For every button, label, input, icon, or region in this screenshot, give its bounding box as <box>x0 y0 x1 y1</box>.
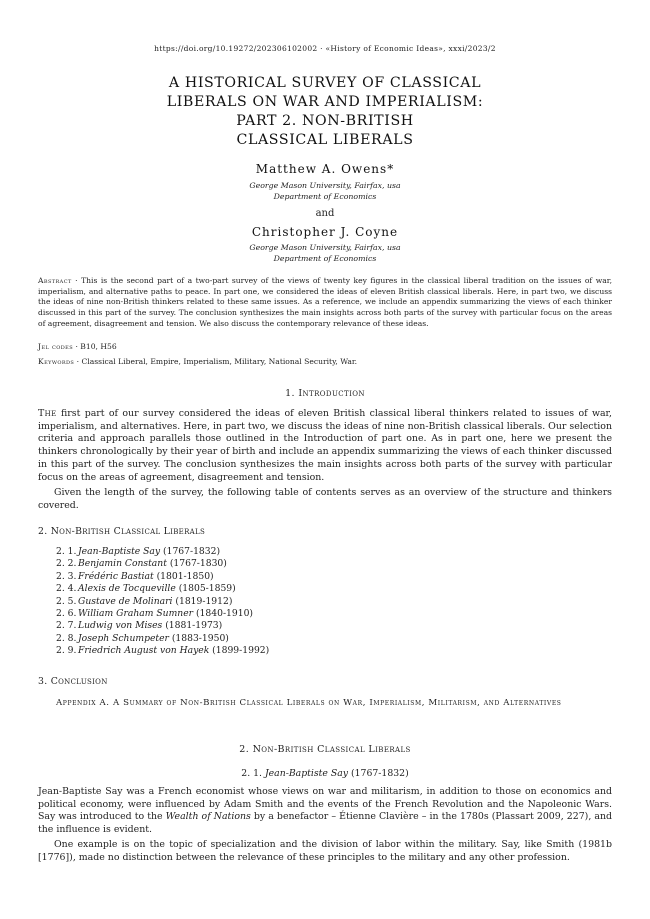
toc-number: 2. 2. <box>56 558 77 570</box>
paragraph <box>38 408 612 484</box>
toc-number: 2. 6. <box>56 608 77 620</box>
abstract-text: · This is the second part of a two-part survey of the views of twenty key figures in the classical liberal tradition on the issues of war, imperialism, and alternative paths to peace. In part one, we considered the ideas of eleven British classical liberals. Here, in part two, we discuss the ideas of nine non-British thinkers related to these same issues. As a reference, we include an appendix summarizing the views of each thinker discussed in this part of the survey. The conclusion synthesizes the main insights across both parts of the survey with particular focus on the areas of agreement, disagreement and tension. We also discuss the contemporary relevance of these ideas. <box>38 276 612 328</box>
toc-number: 2. 5. <box>56 595 77 607</box>
toc-name: Benjamin Constant <box>78 558 167 570</box>
toc-item <box>56 546 269 558</box>
keywords-label: Keywords <box>38 357 75 366</box>
toc-years: (1805-1859) <box>175 583 236 595</box>
subsection-years: (1767-1832) <box>348 768 409 779</box>
toc-name: Jean-Baptiste Say <box>78 546 161 557</box>
toc-appendix: Appendix A. A Summary of Non-British Classical Liberals on War, Imperialism, Militarism, and Alternatives <box>56 698 562 708</box>
paragraph: One example is on the topic of specialization and the division of labor within the military. Say, like Smith (1981b [1776]), made no distinction between the relevance of these principles to the military and any other profession. <box>38 839 612 863</box>
toc-years: (1767-1832) <box>160 546 221 557</box>
toc-item <box>56 620 269 632</box>
paragraph: Given the length of the survey, the following table of contents serves as an overview of the structure and thinkers covered. <box>38 487 612 511</box>
section-heading: 2. Non-British Classical Liberals <box>239 744 411 755</box>
title-line: CLASSICAL LIBERALS <box>236 132 414 148</box>
subsection-heading <box>0 768 650 779</box>
subsection-name: Jean-Baptiste Say <box>264 768 349 779</box>
toc-years: (1801-1850) <box>153 570 214 582</box>
toc-conclusion: 3. Conclusion <box>38 676 108 687</box>
title-line: LIBERALS ON WAR AND IMPERIALISM: <box>166 94 484 110</box>
toc-item <box>56 645 269 657</box>
toc-item <box>56 596 269 608</box>
toc-name: Frédéric Bastiat <box>78 570 154 582</box>
keywords-text: · Classical Liberal, Empire, Imperialism, Military, National Security, War. <box>74 357 358 366</box>
toc-number: 2. 1. <box>56 546 77 557</box>
toc-years: (1767-1830) <box>166 558 227 570</box>
toc-number: 2. 8. <box>56 632 77 644</box>
jel-label: Jel codes <box>38 342 74 351</box>
author-name: Matthew A. Owens* <box>255 162 395 176</box>
toc-item <box>56 583 269 595</box>
affiliation-department: Department of Economics <box>273 192 377 201</box>
toc-name: Alexis de Tocqueville <box>78 583 176 595</box>
toc-years: (1819-1912) <box>172 595 233 607</box>
toc-heading: 2. Non-British Classical Liberals <box>38 526 206 537</box>
keywords <box>38 357 612 367</box>
toc-item <box>56 633 269 645</box>
toc-name: Gustave de Molinari <box>78 595 173 607</box>
toc-number: 2. 4. <box>56 583 77 595</box>
author-affiliation <box>0 242 650 264</box>
paragraph-text: Jean-Baptiste Say was a French economist whose views on war and militarism, in addition to those on economics and political economy, were influenced by Adam Smith and the events of the French Revolution and the Napoleonic Wars. Say was introduced to the <box>38 786 612 823</box>
jel-codes <box>38 342 612 352</box>
section-heading: 1. Introduction <box>285 388 365 399</box>
author-separator: and <box>315 208 335 219</box>
abstract <box>38 276 612 330</box>
author-name: Christopher J. Coyne <box>251 225 399 239</box>
paper-title <box>90 74 560 150</box>
paragraph-initial: The <box>38 408 57 419</box>
toc-years: (1883-1950) <box>168 632 229 644</box>
title-line: A HISTORICAL SURVEY OF CLASSICAL <box>168 75 482 91</box>
toc-item <box>56 571 269 583</box>
toc-years: (1881-1973) <box>162 620 223 632</box>
affiliation-university: George Mason University, Fairfax, usa <box>249 243 401 252</box>
book-title: Wealth of Nations <box>165 811 251 823</box>
paragraph <box>38 786 612 837</box>
jel-text: · B10, H56 <box>73 342 117 351</box>
paragraph-text: by a benefactor – Étienne Clavière – in the 1780s (Plassart 2009, 227), and the influence is evident. <box>38 811 613 836</box>
abstract-label: Abstract <box>38 276 72 285</box>
affiliation-department: Department of Economics <box>273 254 377 263</box>
toc-name: Joseph Schumpeter <box>78 632 169 644</box>
toc-name: Friedrich August von Hayek <box>78 645 210 657</box>
running-header: https://doi.org/10.19272/202306102002 · «History of Economic Ideas», xxxi/2023/2 <box>154 44 496 53</box>
toc-name: William Graham Sumner <box>78 608 194 620</box>
toc-number: 2. 9. <box>56 645 77 657</box>
toc-item <box>56 558 269 570</box>
paragraph-text: first part of our survey considered the ideas of eleven British classical liberal thinkers related to issues of war, imperialism, and alternatives. Here, in part two, we discuss the ideas of nine non-British classical liberals. Our selection criteria and approach parallels those outlined in the Introduction of part one. As in part one, here we present the thinkers chronologically by their year of birth and include an appendix summarizing the views of each thinker discussed in this part of the survey. The conclusion synthesizes the main insights across both parts of the survey with particular focus on the areas of agreement, disagreement and tension. <box>38 408 613 483</box>
toc-number: 2. 3. <box>56 570 77 582</box>
subsection-number: 2. 1. <box>241 768 265 779</box>
toc-years: (1899-1992) <box>209 645 270 657</box>
toc-number: 2. 7. <box>56 620 77 632</box>
toc-name: Ludwig von Mises <box>78 620 163 632</box>
table-of-contents <box>56 546 269 658</box>
affiliation-university: George Mason University, Fairfax, usa <box>249 181 401 190</box>
toc-item <box>56 608 269 620</box>
toc-years: (1840-1910) <box>193 608 254 620</box>
title-line: PART 2. NON-BRITISH <box>236 113 414 129</box>
author-affiliation <box>0 180 650 202</box>
